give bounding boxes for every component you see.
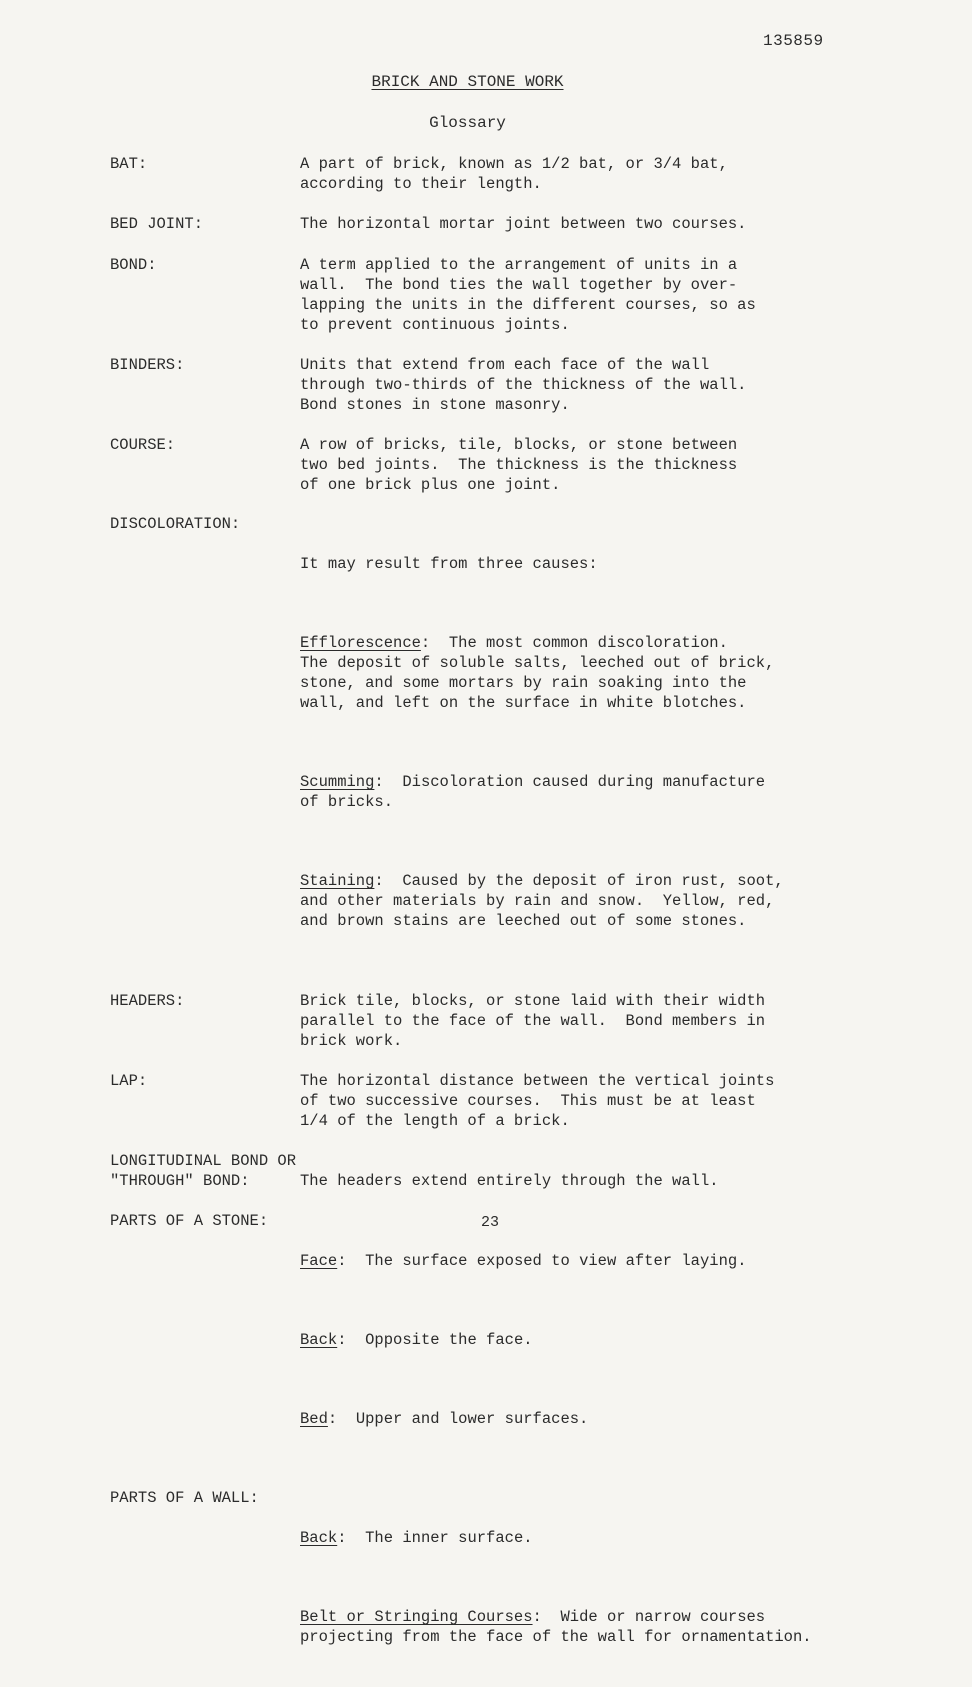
subentry-efflorescence: Efflorescence: The most common discoloration. The deposit of soluble salts, leeched out of brick, stone, and some mortars by rain soaking into the wall, and left on the surface in white blotches. (300, 634, 775, 712)
term: LAP: (110, 1072, 148, 1090)
glossary-entry-headers (110, 991, 870, 1051)
subterm: Belt or Stringing Courses (300, 1608, 533, 1626)
subdefinition: Caused by the deposit of iron rust, soot, and other materials by rain and snow. Yellow, red, and brown stains are leeched out of some stones. (300, 872, 784, 930)
subterm: Bed (300, 1410, 328, 1428)
page-title (0, 73, 935, 91)
subterm: Back (300, 1331, 338, 1349)
definition: A term applied to the arrangement of units in a wall. The bond ties the wall together by over- lapping the units in the different courses, so as to prevent continuous joints. (300, 256, 756, 334)
definition: The horizontal mortar joint between two courses. (300, 215, 747, 233)
subentry-face: Face: The surface exposed to view after laying. (300, 1252, 747, 1270)
title-text: BRICK AND STONE WORK (371, 73, 564, 91)
term: COURSE: (110, 436, 176, 454)
term: DISCOLORATION: (110, 515, 241, 533)
subterm: Face (300, 1252, 338, 1270)
glossary-entry-parts-of-a-stone (110, 1211, 870, 1469)
glossary-entry-binders (110, 355, 870, 415)
glossary-entry-bat (110, 154, 870, 194)
subterm: Back (300, 1529, 338, 1547)
term: BOND: (110, 256, 157, 274)
subdefinition: The surface exposed to view after laying. (346, 1252, 747, 1270)
subdefinition: Discoloration caused during manufacture of bricks. (300, 773, 766, 811)
term: "THROUGH" BOND: (110, 1172, 250, 1190)
definition: The headers extend entirely through the wall. (300, 1172, 719, 1190)
term: BAT: (110, 155, 148, 173)
glossary-term-longitudinal-line1: LONGITUDINAL BOND OR (110, 1152, 297, 1170)
subentry-bed: Bed: Upper and lower surfaces. (300, 1410, 589, 1428)
subdefinition: Upper and lower surfaces. (337, 1410, 589, 1428)
subentry-scumming: Scumming: Discoloration caused during manufacture of bricks. (300, 773, 766, 811)
subentry-belt-courses: Belt or Stringing Courses: Wide or narrow courses projecting from the face of the wall for ornamentation. (300, 1608, 812, 1646)
subterm: Efflorescence (300, 634, 421, 652)
glossary-entry-longitudinal (110, 1171, 870, 1191)
glossary-entry-parts-of-a-wall (110, 1488, 870, 1687)
term: BED JOINT: (110, 215, 204, 233)
definition-block (300, 514, 870, 971)
glossary-entry-bed-joint (110, 214, 870, 234)
definition-block (300, 1211, 870, 1469)
term: PARTS OF A WALL: (110, 1489, 259, 1507)
subentry-back: Back: Opposite the face. (300, 1331, 533, 1349)
page-subtitle: Glossary (429, 114, 506, 132)
term: HEADERS: (110, 992, 185, 1010)
definition: A part of brick, known as 1/2 bat, or 3/4 bat, according to their length. (300, 155, 728, 193)
subterm: Scumming (300, 773, 375, 791)
subdefinition: Wide or narrow courses projecting from the face of the wall for ornamentation. (300, 1608, 812, 1646)
glossary-entry-lap (110, 1071, 870, 1131)
document-id: 135859 (763, 32, 824, 50)
subdefinition: The inner surface. (346, 1529, 533, 1547)
term: BINDERS: (110, 356, 185, 374)
subdefinition: Opposite the face. (346, 1331, 533, 1349)
glossary-entry-course (110, 435, 870, 495)
definition-block (300, 1488, 870, 1687)
definition: Brick tile, blocks, or stone laid with their width parallel to the face of the wall. Bond members in brick work. (300, 992, 766, 1050)
definition: The horizontal distance between the vertical joints of two successive courses. This must be at least 1/4 of the length of a brick. (300, 1072, 775, 1130)
subdefinition: The most common discoloration. The deposit of soluble salts, leeched out of brick, stone, and some mortars by rain soaking into the wall, and left on the surface in white blotches. (300, 634, 775, 712)
subentry-back: Back: The inner surface. (300, 1529, 533, 1547)
glossary-entry-bond (110, 255, 870, 335)
definition: It may result from three causes: (300, 555, 598, 573)
definition: Units that extend from each face of the wall through two-thirds of the thickness of the wall. Bond stones in stone masonry. (300, 356, 747, 414)
page-number: 23 (480, 1214, 499, 1231)
glossary-entry-discoloration (110, 514, 870, 971)
subterm: Staining (300, 872, 375, 890)
term: PARTS OF A STONE: (110, 1212, 269, 1230)
definition: A row of bricks, tile, blocks, or stone between two bed joints. The thickness is the thickness of one brick plus one joint. (300, 436, 738, 494)
subentry-staining: Staining: Caused by the deposit of iron rust, soot, and other materials by rain and snow. Yellow, red, and brown stains are leeched out of some stones. (300, 872, 784, 930)
glossary-list (110, 154, 870, 1687)
